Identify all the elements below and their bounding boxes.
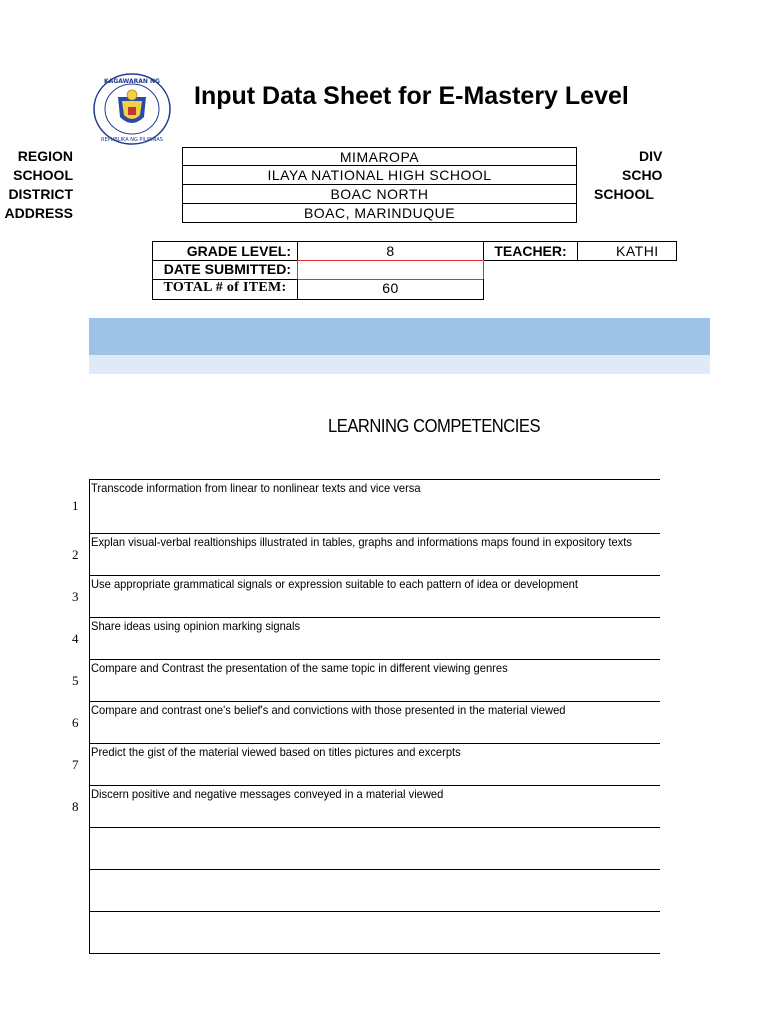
learning-competencies-heading: LEARNING COMPETENCIES [328, 416, 541, 436]
competency-number: 7 [72, 757, 79, 772]
region-field[interactable]: MIMAROPA [182, 147, 577, 166]
school-id-label: SCHO [622, 167, 663, 183]
region-label: REGION [17, 148, 73, 164]
page-title: Input Data Sheet for E-Mastery Level [194, 82, 629, 110]
row-divider [89, 953, 660, 954]
competency-text[interactable]: Compare and Contrast the presentation of the same topic in different viewing genres [91, 661, 508, 675]
row-divider [89, 701, 660, 702]
competency-number: 5 [72, 673, 79, 688]
teacher-field[interactable] [577, 241, 677, 261]
grade-level-label-text: GRADE LEVEL: [186, 243, 291, 259]
date-submitted-label-text: DATE SUBMITTED: [163, 261, 291, 277]
competency-text[interactable]: Transcode information from linear to nonlinear texts and vice versa [91, 481, 421, 495]
total-items-label: TOTAL # of ITEM: [152, 279, 298, 300]
row-divider [89, 575, 660, 576]
row-divider [89, 911, 660, 912]
competency-number: 6 [72, 715, 79, 730]
competency-number: 1 [72, 498, 79, 513]
division-label: DIV [639, 148, 663, 164]
subheader-band [89, 355, 710, 374]
competency-text[interactable]: Use appropriate grammatical signals or expression suitable to each pattern of idea or development [91, 577, 578, 591]
grade-level-label [152, 241, 298, 261]
competency-text[interactable]: Predict the gist of the material viewed based on titles pictures and excerpts [91, 745, 461, 759]
row-divider [89, 743, 660, 744]
row-divider [89, 827, 660, 828]
row-divider [89, 533, 660, 534]
row-divider [89, 869, 660, 870]
district-label: DISTRICT [8, 186, 73, 202]
row-divider [89, 659, 660, 660]
address-field[interactable]: BOAC, MARINDUQUE [182, 204, 577, 223]
grade-level-field[interactable]: 8 [297, 241, 484, 261]
svg-text:REPUBLIKA NG PILIPINAS: REPUBLIKA NG PILIPINAS [101, 137, 163, 143]
competency-number: 4 [72, 631, 79, 646]
school-head-label: SCHOOL [594, 186, 654, 202]
school-label: SCHOOL [13, 167, 73, 183]
row-divider [89, 617, 660, 618]
competency-text[interactable]: Discern positive and negative messages conveyed in a material viewed [91, 787, 444, 801]
competency-text[interactable]: Explan visual-verbal realtionships illustrated in tables, graphs and informations maps found in expository texts [91, 535, 632, 549]
total-items-field[interactable]: 60 [297, 279, 484, 300]
competency-number: 3 [72, 589, 79, 604]
teacher-value: KATHI [616, 243, 659, 259]
competency-text[interactable]: Compare and contrast one's belief's and convictions with those presented in the material viewed [91, 703, 566, 717]
date-submitted-label [152, 260, 298, 280]
school-field[interactable]: ILAYA NATIONAL HIGH SCHOOL [182, 166, 577, 185]
competency-text[interactable]: Share ideas using opinion marking signals [91, 619, 301, 633]
date-submitted-field[interactable] [297, 260, 484, 280]
competency-number: 2 [72, 547, 79, 562]
teacher-label: TEACHER: [483, 241, 578, 261]
header-band [89, 318, 710, 355]
svg-text:KAGAWARAN NG: KAGAWARAN NG [104, 78, 160, 85]
row-divider [89, 785, 660, 786]
competency-number: 8 [72, 799, 79, 814]
address-label: ADDRESS [4, 205, 73, 221]
district-field[interactable]: BOAC NORTH [182, 185, 577, 204]
